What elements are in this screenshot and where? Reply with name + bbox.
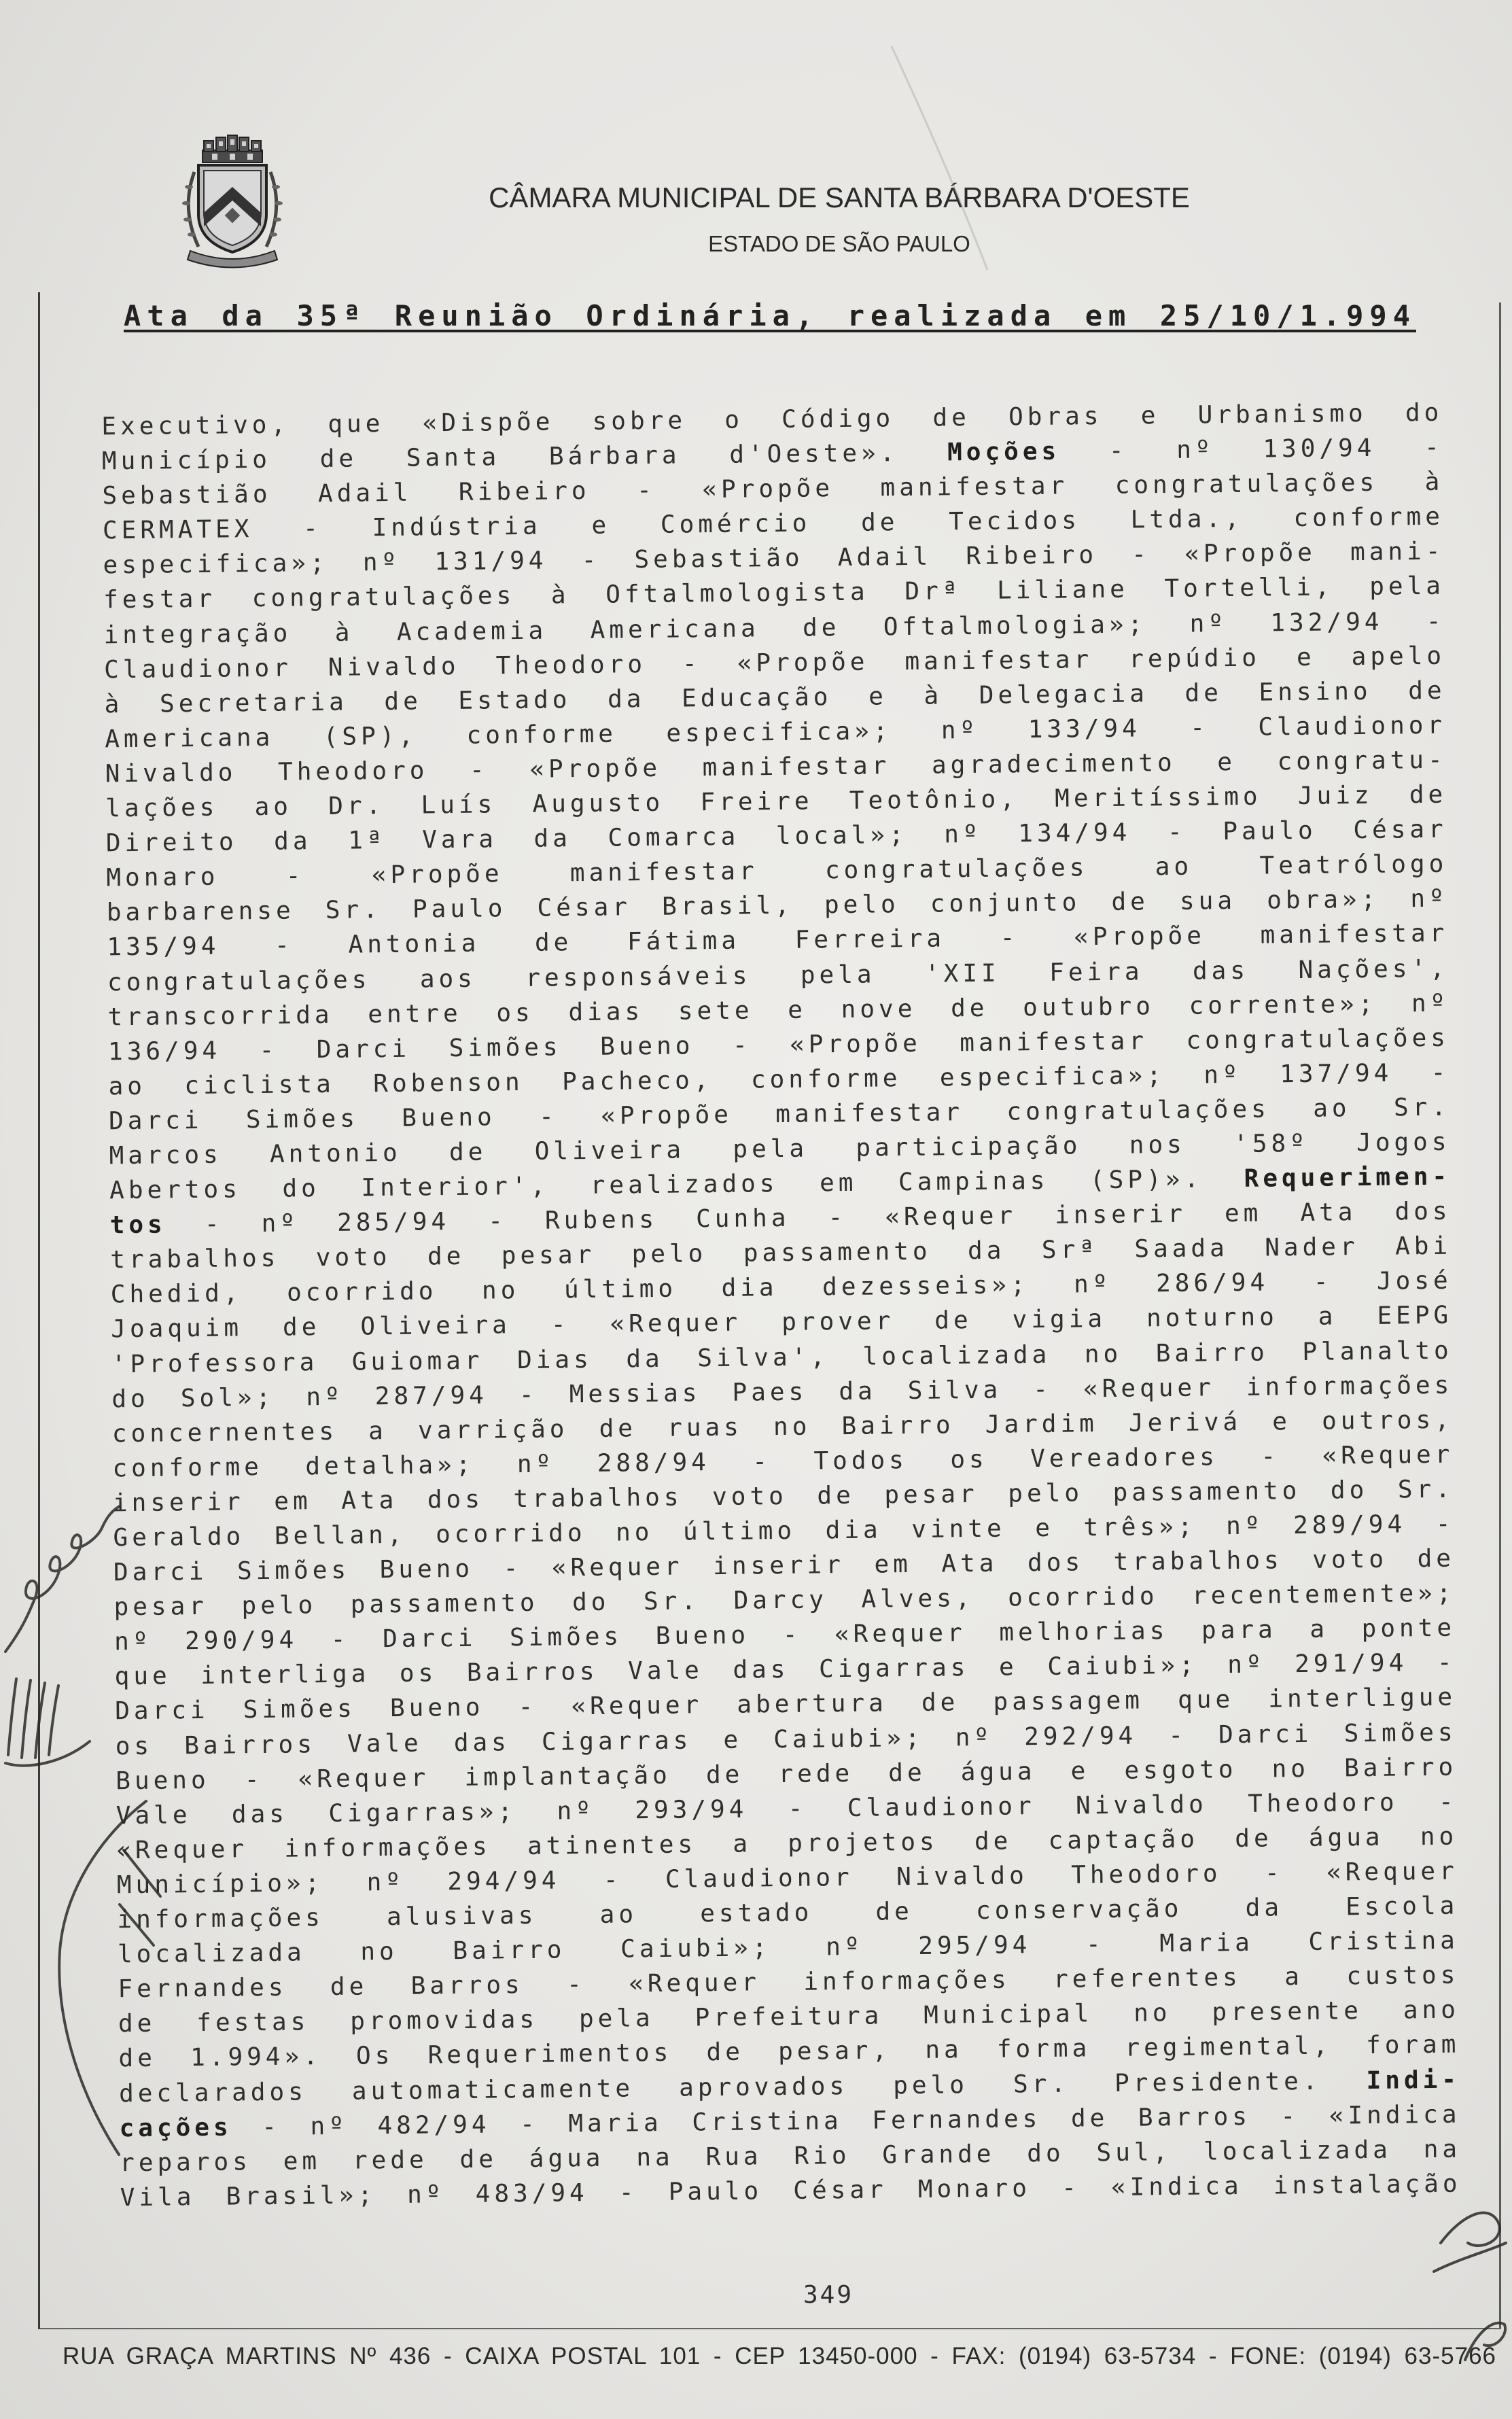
section-heading: Indi- — [1366, 2066, 1461, 2095]
margin-rule-right — [1499, 302, 1501, 2328]
footer-address: RUA GRAÇA MARTINS Nº 436 - CAIXA POSTAL 101 - CEP 13450-000 - FAX: (0194) 63-5734 - FONE: (0194) 63-5766 — [63, 2343, 1496, 2369]
section-heading: Requerimen- — [1244, 1162, 1452, 1193]
signature-stroke — [5, 1506, 120, 1652]
line-text: Bueno - «Requer implantação de rede de água e esgoto no Bairro — [116, 1753, 1458, 1795]
line-text: Vila Brasil»; nº 483/94 - Paulo César Monaro - «Indica instalação — [120, 2170, 1462, 2212]
line-text: - nº 285/94 - Rubens Cunha - «Requer inserir em Ata dos — [166, 1197, 1452, 1239]
line-text: Joaquim de Oliveira - «Requer prover de vigia noturno a EEPG — [111, 1302, 1453, 1344]
minutes-body — [101, 396, 1462, 2216]
line-text: festar congratulações à Oftalmologista Drª Liliane Tortelli, pela — [103, 572, 1445, 614]
line-text: - nº 130/94 - — [1059, 433, 1444, 466]
line-text: 136/94 - Darci Simões Bueno - «Propõe manifestar congratulações — [107, 1024, 1450, 1066]
margin-rule-left — [38, 292, 40, 2329]
line-text: Darci Simões Bueno - «Requer abertura de passagem que interligue — [114, 1684, 1457, 1726]
coat-of-arms-icon — [178, 133, 287, 268]
line-text: Município»; nº 294/94 - Claudionor Nivaldo Theodoro - «Requer — [116, 1857, 1458, 1900]
line-text: Fernandes de Barros - «Requer informações referentes a custos — [118, 1961, 1460, 2004]
line-text: conforme detalha»; nº 288/94 - Todos os Vereadores - «Requer — [112, 1440, 1454, 1483]
signature-stroke — [8, 1679, 16, 1755]
state-name: ESTADO DE SÃO PAULO — [708, 231, 970, 256]
line-text: trabalhos voto de pesar pelo passamento da Srª Saada Nader Abi — [110, 1232, 1452, 1274]
signature-stroke — [5, 1741, 90, 1766]
line-text: Vale das Cigarras»; nº 293/94 - Claudionor Nivaldo Theodoro - — [116, 1788, 1458, 1830]
line-text: integração à Academia Americana de Oftalmologia»; nº 132/94 - — [103, 607, 1445, 649]
line-text: ao ciclista Robenson Pacheco, conforme especifica»; nº 137/94 - — [108, 1058, 1450, 1101]
signature-stroke — [1441, 2213, 1500, 2246]
line-text: Município de Santa Bárbara d'Oeste». — [101, 438, 948, 476]
line-text: Darci Simões Bueno - «Requer inserir em Ata dos trabalhos voto de — [113, 1544, 1456, 1587]
line-text: Geraldo Bellan, ocorrido no último dia vinte e três»; nº 289/94 - — [113, 1510, 1455, 1552]
line-text: de 1.994». Os Requerimentos de pesar, na forma regimental, foram — [118, 2031, 1460, 2073]
line-text: 'Professora Guiomar Dias da Silva', localizada no Bairro Planalto — [111, 1336, 1453, 1378]
line-text: Abertos do Interior', realizados em Campinas (SP)». — [109, 1164, 1244, 1205]
line-text: congratulações aos responsáveis pela 'XII Feira das Nações', — [107, 954, 1449, 996]
line-text: declarados automaticamente aprovados pelo Sr. Presidente. — [118, 2066, 1367, 2108]
line-text: de festas promovidas pela Prefeitura Municipal no presente ano — [118, 1996, 1460, 2038]
signature-stroke — [35, 1683, 45, 1758]
line-text: Claudionor Nivaldo Theodoro - «Propõe manifestar repúdio e apelo — [103, 642, 1446, 684]
line-text: Sebastião Adail Ribeiro - «Propõe manifestar congratulações à — [102, 468, 1444, 510]
line-text: Direito da 1ª Vara da Comarca local»; nº 134/94 - Paulo César — [105, 815, 1447, 858]
line-text: Nivaldo Theodoro - «Propõe manifestar agradecimento e congratu- — [105, 746, 1447, 788]
line-text: barbarense Sr. Paulo César Brasil, pelo conjunto de sua obra»; nº — [106, 885, 1449, 927]
line-text: transcorrida entre os dias sete e nove de outubro corrente»; nº — [107, 989, 1449, 1031]
line-text: que interliga os Bairros Vale das Cigarras e Caiubi»; nº 291/94 - — [114, 1649, 1456, 1691]
line-text: nº 290/94 - Darci Simões Bueno - «Requer melhorias para a ponte — [113, 1614, 1456, 1656]
minutes-title: Ata da 35ª Reunião Ordinária, realizada em 25/10/1.994 — [124, 299, 1416, 332]
line-text: os Bairros Vale das Cigarras e Caiubi»; nº 292/94 - Darci Simões — [115, 1718, 1457, 1760]
line-text: à Secretaria de Estado da Educação e à Delegacia de Ensino de — [104, 676, 1446, 719]
signature-stroke — [22, 1680, 31, 1758]
signature-stroke — [1434, 2243, 1506, 2272]
line-text: Americana (SP), conforme especifica»; nº 133/94 - Claudionor — [105, 711, 1447, 754]
institution-name: CÂMARA MUNICIPAL DE SANTA BÁRBARA D'OESTE — [489, 181, 1190, 213]
line-text: Marcos Antonio de Oliveira pela participação nos '58º Jogos — [109, 1128, 1451, 1170]
line-text: Executivo, que «Dispõe sobre o Código de Obras e Urbanismo do — [101, 398, 1443, 441]
line-text: lações ao Dr. Luís Augusto Freire Teotônio, Meritíssimo Juiz de — [105, 780, 1447, 823]
line-text: localizada no Bairro Caiubi»; nº 295/94 - Maria Cristina — [117, 1926, 1460, 1969]
signature-stroke — [49, 1686, 58, 1755]
section-heading: cações — [119, 2113, 232, 2142]
line-text: «Requer informações atinentes a projetos de captação de água no — [116, 1822, 1458, 1865]
page-number: 349 — [803, 2281, 854, 2309]
line-text: especifica»; nº 131/94 - Sebastião Adail Ribeiro - «Propõe mani- — [103, 538, 1445, 580]
line-text: do Sol»; nº 287/94 - Messias Paes da Silva - «Requer informações — [111, 1371, 1454, 1413]
line-text: - nº 482/94 - Maria Cristina Fernandes de Barros - «Indica — [232, 2100, 1461, 2142]
line-text: 135/94 - Antonia de Fátima Ferreira - «Propõe manifestar — [107, 920, 1449, 962]
line-text: inserir em Ata dos trabalhos voto de pesar pelo passamento do Sr. — [112, 1475, 1455, 1518]
line-text: reparos em rede de água na Rua Rio Grande do Sul, localizada na — [119, 2135, 1462, 2177]
line-text: Chedid, ocorrido no último dia dezesseis»; nº 286/94 - José — [110, 1267, 1452, 1309]
section-heading: Moções — [947, 437, 1061, 467]
footer-rule — [38, 2328, 1501, 2329]
line-text: pesar pelo passamento do Sr. Darcy Alves, ocorrido recentemente»; — [113, 1579, 1456, 1622]
line-text: CERMATEX - Indústria e Comércio de Tecidos Ltda., conforme — [102, 503, 1445, 545]
line-text: Monaro - «Propõe manifestar congratulações ao Teatrólogo — [106, 850, 1448, 892]
line-text: concernentes a varrição de ruas no Bairro Jardim Jerivá e outros, — [111, 1406, 1454, 1448]
section-heading: tos — [109, 1211, 166, 1240]
line-text: Darci Simões Bueno - «Propõe manifestar congratulações ao Sr. — [108, 1093, 1451, 1136]
line-text: informações alusivas ao estado de conservação da Escola — [117, 1892, 1459, 1934]
